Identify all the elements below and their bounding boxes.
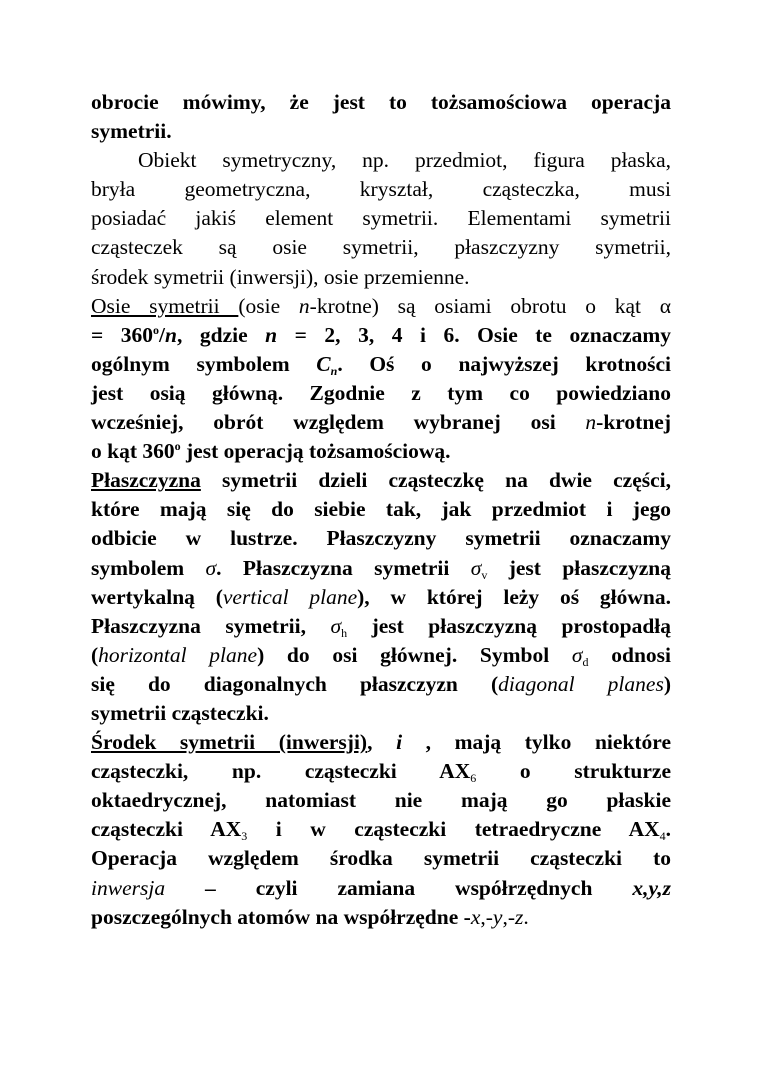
text-line	[91, 466, 671, 495]
text-run: .	[665, 817, 671, 842]
text-line	[91, 903, 671, 932]
term-plane-of-symmetry: Płaszczyzna	[91, 468, 201, 493]
text-run: odnosi	[588, 642, 671, 667]
text-run: n	[585, 410, 597, 435]
text-line	[91, 437, 671, 466]
text-line: symetrii cząsteczki.	[91, 700, 269, 725]
text-run: -krotnej	[596, 410, 671, 435]
subscript: h	[341, 625, 348, 640]
text-run: )	[663, 671, 671, 696]
text-run: i w cząsteczki tetraedryczne AX	[247, 817, 660, 842]
subscript: 3	[241, 829, 248, 844]
text-line	[91, 670, 671, 699]
text-line	[91, 757, 671, 786]
text-line: cząsteczek są osie symetrii, płaszczyzny symetrii,	[91, 235, 671, 260]
text-line	[91, 408, 671, 437]
text-run: (	[91, 642, 99, 667]
subscript: 6	[470, 771, 477, 786]
text-line	[91, 292, 671, 321]
text-run: vertical plane	[222, 584, 358, 609]
text-line	[91, 641, 671, 670]
text-run: -krotne) są osiami obrotu o kąt α	[309, 293, 672, 318]
document-page	[91, 88, 671, 932]
text-run: Płaszczyzna symetrii,	[91, 613, 331, 638]
text-run: , gdzie	[176, 322, 266, 347]
text-run: n	[265, 322, 278, 347]
term-center-of-symmetry: Środek symetrii (inwersji)	[91, 730, 368, 755]
text-run: y	[492, 904, 503, 929]
text-line: Operacja względem środka symetrii cząsteczki to	[91, 846, 671, 871]
text-run: ogólnym symbolem	[91, 351, 317, 376]
text-run: .	[523, 904, 529, 929]
text-line	[91, 728, 671, 757]
text-run: ,-	[480, 904, 493, 929]
text-run: poszczególnych atomów na współrzędne -	[91, 904, 471, 929]
text-run: x,y,z	[632, 875, 671, 900]
text-line	[91, 554, 671, 583]
text-run: /	[159, 322, 166, 347]
text-line: posiadać jakiś element symetrii. Elementami symetrii	[91, 206, 671, 231]
text-run: (osie	[238, 293, 299, 318]
text-run: . Oś o najwyższej krotności	[337, 351, 671, 376]
text-line: odbicie w lustrze. Płaszczyzny symetrii oznaczamy	[91, 526, 671, 551]
text-run: cząsteczki, np. cząsteczki AX	[91, 759, 471, 784]
text-run: diagonal planes	[498, 671, 664, 696]
text-run: = 360	[91, 322, 154, 347]
text-run: σ	[330, 613, 342, 638]
text-run: ), w której leży oś główna.	[357, 584, 671, 609]
text-line: jest osią główną. Zgodnie z tym co powiedziano	[91, 380, 671, 405]
text-run: inwersja	[91, 875, 166, 900]
text-run: σ	[205, 555, 217, 580]
text-line	[91, 612, 671, 641]
text-run: wcześniej, obrót względem wybranej osi	[91, 410, 586, 435]
text-run: n	[165, 322, 177, 347]
text-run: jest płaszczyzną	[487, 555, 671, 580]
text-run: i	[396, 730, 403, 755]
text-line	[91, 874, 671, 903]
text-run: jest płaszczyzną prostopadłą	[347, 613, 671, 638]
text-run: C	[316, 351, 331, 376]
text-run: = 2, 3, 4 i 6. Osie te oznaczamy	[277, 322, 671, 347]
text-line: obrocie mówimy, że jest to tożsamościowa operacja	[91, 90, 671, 114]
text-run: o strukturze	[476, 759, 672, 784]
text-run: ) do osi głównej. Symbol	[257, 642, 572, 667]
text-run: , mają tylko niektóre	[402, 730, 671, 755]
text-run: horizontal plane	[98, 642, 258, 667]
text-line	[91, 321, 671, 350]
text-line: bryła geometryczna, kryształ, cząsteczka, musi	[91, 177, 671, 202]
text-run: n	[298, 293, 310, 318]
text-run: z	[515, 904, 524, 929]
text-run: σ	[470, 555, 482, 580]
text-run: ,	[367, 730, 397, 755]
text-line	[91, 815, 671, 844]
subscript: 4	[659, 829, 666, 844]
text-run: ,-	[502, 904, 515, 929]
text-line: symetrii.	[91, 119, 172, 144]
text-line: Obiekt symetryczny, np. przedmiot, figura płaska,	[138, 148, 671, 173]
text-run: jest operacją tożsamościową.	[180, 439, 451, 464]
text-run: wertykalną (	[91, 584, 223, 609]
text-run: σ	[571, 642, 583, 667]
text-run: symetrii dzieli cząsteczkę na dwie części,	[200, 468, 671, 493]
subscript: v	[481, 567, 488, 582]
text-line	[91, 583, 671, 612]
text-run: symbolem	[91, 555, 206, 580]
text-line: które mają się do siebie tak, jak przedmiot i jego	[91, 497, 671, 522]
text-line	[91, 350, 671, 379]
text-line: środek symetrii (inwersji), osie przemienne.	[91, 264, 470, 289]
term-axes-of-symmetry: Osie symetrii	[91, 293, 239, 318]
text-run: . Płaszczyzna symetrii	[216, 555, 471, 580]
text-run: się do diagonalnych płaszczyzn (	[91, 671, 499, 696]
text-run: – czyli zamiana współrzędnych	[165, 875, 633, 900]
text-run: x	[470, 904, 481, 929]
superscript: o	[174, 439, 181, 454]
text-run: o kąt 360	[91, 439, 175, 464]
text-run: cząsteczki AX	[91, 817, 242, 842]
superscript: o	[153, 322, 160, 337]
text-line: oktaedrycznej, natomiast nie mają go płaskie	[91, 788, 671, 813]
subscript: d	[582, 654, 589, 669]
subscript: n	[330, 363, 338, 378]
